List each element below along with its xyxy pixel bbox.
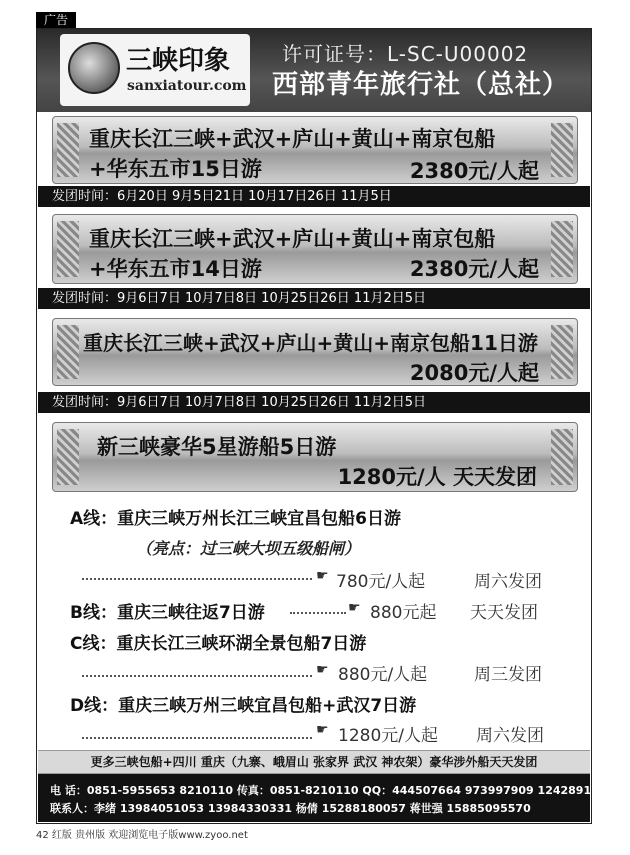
pointing-hand-icon: ☛ <box>348 600 361 616</box>
tour-banner-2 <box>52 214 578 284</box>
departure-label: 发团时间： <box>52 189 118 204</box>
line-d-price: 1280元/人起 <box>338 726 438 746</box>
departure-bar-3 <box>38 392 590 413</box>
line-d-schedule: 周六发团 <box>476 726 544 746</box>
tour-price: 2380元/人起 <box>409 159 539 183</box>
dotted-leader <box>82 737 312 739</box>
pointing-hand-icon: ☛ <box>316 662 329 678</box>
logo-url[interactable]: sanxiatour.com <box>127 78 247 94</box>
tour-banner-4 <box>52 422 578 492</box>
line-b-price: 880元起 <box>370 603 437 623</box>
logo-title: 三峡印象 <box>126 46 231 76</box>
ad-label: 广告 <box>36 12 76 28</box>
dotted-leader <box>82 578 312 580</box>
dotted-leader <box>290 612 346 614</box>
line-d-title: D线：重庆三峡万州三峡宜昌包船+武汉7日游 <box>70 696 417 716</box>
line-a-highlight: （亮点：过三峡大坝五级船闸） <box>136 539 361 558</box>
tour-title: 重庆长江三峡+武汉+庐山+黄山+南京包船 <box>89 127 496 151</box>
departure-label: 发团时间： <box>52 395 118 410</box>
license-number: 许可证号：L-SC-U00002 <box>282 42 529 66</box>
tour-banner-3 <box>52 318 578 386</box>
tour-title: 新三峡豪华5星游船5日游 <box>97 435 337 459</box>
dotted-leader <box>82 675 312 677</box>
line-c-price: 880元/人起 <box>338 665 428 685</box>
contact-block <box>38 774 607 822</box>
tour-price: 2080元/人起 <box>409 361 539 385</box>
line-b-schedule: 天天发团 <box>470 603 538 623</box>
page-footer: 42 红版 贵州版 欢迎浏览电子版www.zyoo.net <box>36 830 248 841</box>
tour-banner-1 <box>52 116 578 184</box>
tour-title-line2: +华东五市14日游 <box>89 257 262 281</box>
agency-name: 西部青年旅行社（总社） <box>272 70 570 100</box>
departure-dates: 6月20日 9月5日21日 10月17日26日 11月5日 <box>117 189 392 204</box>
tour-title: 重庆长江三峡+武汉+庐山+黄山+南京包船 <box>89 227 496 251</box>
pointing-hand-icon: ☛ <box>316 568 329 584</box>
logo-emblem-icon <box>68 42 120 94</box>
pointing-hand-icon: ☛ <box>316 722 329 738</box>
line-b-title: B线：重庆三峡往返7日游 <box>70 603 265 623</box>
departure-bar-2 <box>38 288 590 309</box>
departure-bar-1 <box>38 186 590 207</box>
line-c-title: C线：重庆长江三峡环湖全景包船7日游 <box>70 634 367 654</box>
line-a-title: A线：重庆三峡万州长江三峡宜昌包船6日游 <box>70 509 401 529</box>
tour-title-line2: +华东五市15日游 <box>89 157 262 181</box>
line-a-price: 780元/人起 <box>336 572 426 592</box>
departure-dates: 9月6日7日 10月7日8日 10月25日26日 11月2日5日 <box>117 395 427 410</box>
contact-people-row: 联系人：李绪 13984051053 13984330331 杨倩 15288180057 蒋世强 15885095570 <box>50 802 531 815</box>
departure-label: 发团时间： <box>52 291 118 306</box>
tour-price: 2380元/人起 <box>409 257 539 281</box>
line-c-schedule: 周三发团 <box>474 665 542 685</box>
more-tours-note: 更多三峡包船+四川 重庆（九寨、峨眉山 张家界 武汉 神农架）豪华涉外船天天发团 <box>38 750 590 774</box>
tour-title: 重庆长江三峡+武汉+庐山+黄山+南京包船11日游 <box>83 331 538 355</box>
line-a-schedule: 周六发团 <box>474 572 542 592</box>
departure-dates: 9月6日7日 10月7日8日 10月25日26日 11月2日5日 <box>117 291 427 306</box>
contact-phone-row: 电 话：0851-5955653 8210110 传真：0851-8210110 QQ：444507664 973997909 124289115 <box>50 784 607 797</box>
tour-price: 1280元/人 天天发团 <box>337 465 537 489</box>
